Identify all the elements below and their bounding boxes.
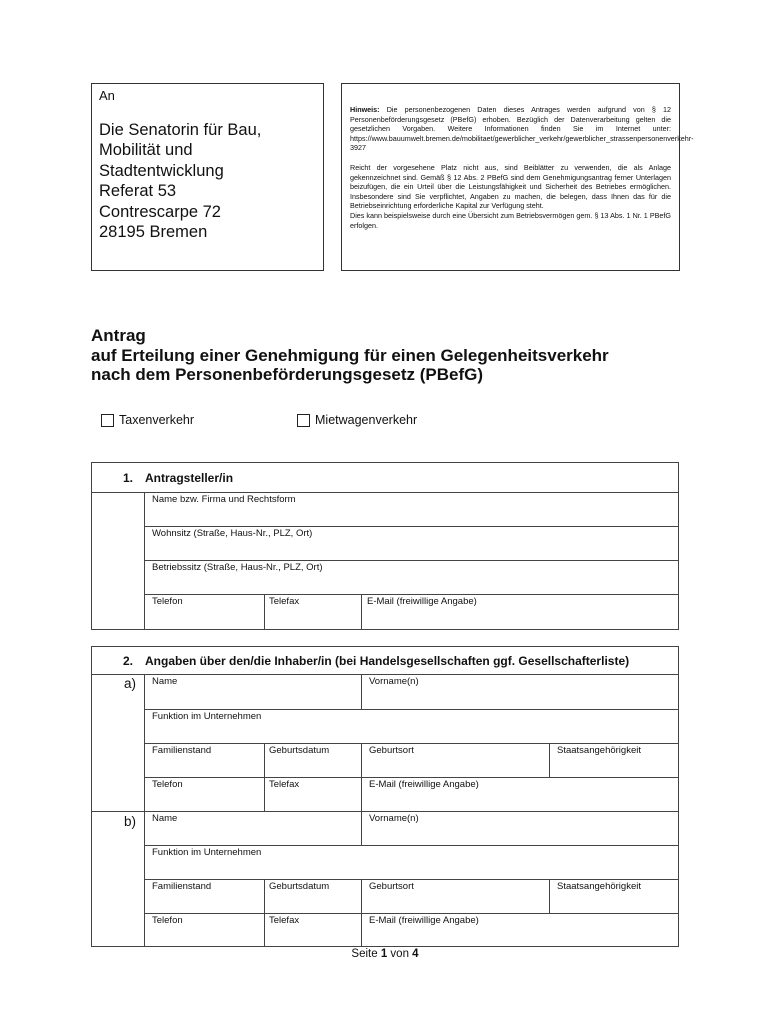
section-header bbox=[92, 647, 678, 675]
address-line: Die Senatorin für Bau, bbox=[99, 121, 262, 139]
address-line: 28195 Bremen bbox=[99, 223, 208, 242]
section-heading: Antragsteller/in bbox=[145, 470, 234, 485]
taxi-label: Taxenverkehr bbox=[119, 413, 195, 427]
owner-a-funktion-field[interactable]: Funktion im Unternehmen bbox=[152, 711, 262, 722]
taxi-option[interactable] bbox=[101, 413, 194, 427]
owner-a-vorname-field[interactable]: Vorname(n) bbox=[369, 676, 419, 687]
address-line: Referat 53 bbox=[99, 182, 177, 201]
email-field[interactable]: E-Mail (freiwillige Angabe) bbox=[367, 596, 477, 607]
owner-b-telefon-field[interactable]: Telefon bbox=[152, 915, 183, 926]
section-number: 1. bbox=[123, 470, 134, 485]
section-header bbox=[92, 463, 678, 493]
owner-a-familienstand-field[interactable]: Familienstand bbox=[152, 745, 212, 756]
owner-a-telefon-field[interactable]: Telefon bbox=[152, 779, 183, 790]
owner-b-vorname-field[interactable]: Vorname(n) bbox=[369, 813, 419, 824]
title-line: Antrag bbox=[91, 326, 146, 345]
owner-b-geburtsdatum-field[interactable]: Geburtsdatum bbox=[269, 881, 330, 892]
telefax-field[interactable]: Telefax bbox=[269, 596, 300, 607]
title-line: auf Erteilung einer Genehmigung für einen Gelegenheitsverkehr bbox=[91, 345, 609, 365]
to-label: An bbox=[99, 88, 115, 103]
privacy-notice-box bbox=[341, 83, 694, 271]
recipient-address bbox=[99, 120, 261, 242]
page-footer bbox=[0, 948, 770, 960]
betriebssitz-field[interactable]: Betriebssitz (Straße, Haus-Nr., PLZ, Ort) bbox=[152, 562, 323, 573]
footer-total-pages: 4 bbox=[412, 948, 419, 960]
telefon-field[interactable]: Telefon bbox=[152, 596, 183, 607]
section-number: 2. bbox=[123, 653, 134, 668]
address-line: Stadtentwicklung bbox=[99, 161, 224, 180]
footer-von: von bbox=[387, 948, 413, 960]
footer-seite: Seite bbox=[351, 948, 381, 960]
section-owner bbox=[91, 646, 679, 947]
owner-b-geburtsort-field[interactable]: Geburtsort bbox=[369, 881, 414, 892]
footer-page-number: 1 bbox=[380, 948, 388, 960]
notice-text: Die personenbezogenen Daten dieses Antrages werden aufgrund von § 12 Personenbeförderungsgesetz (PBefG) erhoben. Bezüglich der Datenverarbeitung gelten die gesetzlichen Vorgaben. Weitere Informationen finden Sie im Internet unter: https://www.bauumwelt.bremen.de/mobilitaet/gewerblicher_verkehr/gewerblicher_strassenpersonenverkehr-3927 bbox=[350, 105, 694, 153]
owner-a-staatsangehoerigkeit-field[interactable]: Staatsangehörigkeit bbox=[557, 745, 641, 756]
owner-a-name-field[interactable]: Name bbox=[152, 676, 178, 687]
owner-b-email-field[interactable]: E-Mail (freiwillige Angabe) bbox=[369, 915, 479, 926]
owner-a-geburtsort-field[interactable]: Geburtsort bbox=[369, 745, 414, 756]
owner-b-name-field[interactable]: Name bbox=[152, 813, 178, 824]
notice-paragraph: Reicht der vorgesehene Platz nicht aus, sind Beiblätter zu verwenden, die als Anlage gekennzeichnet sind. Gemäß § 12 Abs. 2 PBefG sind dem Genehmigungsantrag ferner Unterlagen beizufügen, die ein Urteil über die Leistungsfähigkeit und Sicherheit des Betriebes ermöglichen. Insbesondere sind Sie verpflichtet, Angaben zu machen, die belegen, dass Ihnen das für die Betriebseinrichtung erforderliche Kapital zur Verfügung steht. bbox=[350, 162, 671, 211]
address-line: Contrescarpe 72 bbox=[99, 202, 221, 221]
owner-a-email-field[interactable]: E-Mail (freiwillige Angabe) bbox=[369, 779, 479, 790]
owner-a-telefax-field[interactable]: Telefax bbox=[269, 779, 300, 790]
owner-b-funktion-field[interactable]: Funktion im Unternehmen bbox=[152, 847, 262, 858]
section-heading: Angaben über den/die Inhaber/in (bei Handelsgesellschaften ggf. Gesellschafterliste) bbox=[145, 653, 630, 668]
recipient-address-box bbox=[91, 83, 324, 271]
owner-b-telefax-field[interactable]: Telefax bbox=[269, 915, 300, 926]
notice-paragraph: Dies kann beispielsweise durch eine Übersicht zum Betriebsvermögen gem. § 13 Abs. 1 Nr. 1 PBefG erfolgen. bbox=[350, 210, 671, 230]
name-field[interactable]: Name bzw. Firma und Rechtsform bbox=[152, 494, 296, 505]
owner-a-geburtsdatum-field[interactable]: Geburtsdatum bbox=[269, 745, 330, 756]
owner-b-staatsangehoerigkeit-field[interactable]: Staatsangehörigkeit bbox=[557, 881, 641, 892]
owner-a-label: a) bbox=[124, 676, 137, 691]
wohnsitz-field[interactable]: Wohnsitz (Straße, Haus-Nr., PLZ, Ort) bbox=[152, 528, 313, 539]
notice-heading: Hinweis: bbox=[350, 105, 380, 114]
owner-b-familienstand-field[interactable]: Familienstand bbox=[152, 881, 212, 892]
owner-b-label: b) bbox=[124, 814, 137, 829]
mietwagen-label: Mietwagenverkehr bbox=[315, 413, 418, 427]
mietwagen-option[interactable] bbox=[297, 413, 417, 427]
title-line: nach dem Personenbeförderungsgesetz (PBefG) bbox=[91, 365, 484, 384]
notice-paragraph bbox=[350, 105, 694, 153]
mietwagen-checkbox[interactable] bbox=[297, 414, 310, 427]
section-applicant bbox=[91, 462, 679, 630]
taxi-checkbox[interactable] bbox=[101, 414, 114, 427]
address-line: Mobilität und bbox=[99, 141, 193, 160]
form-title bbox=[91, 326, 711, 385]
